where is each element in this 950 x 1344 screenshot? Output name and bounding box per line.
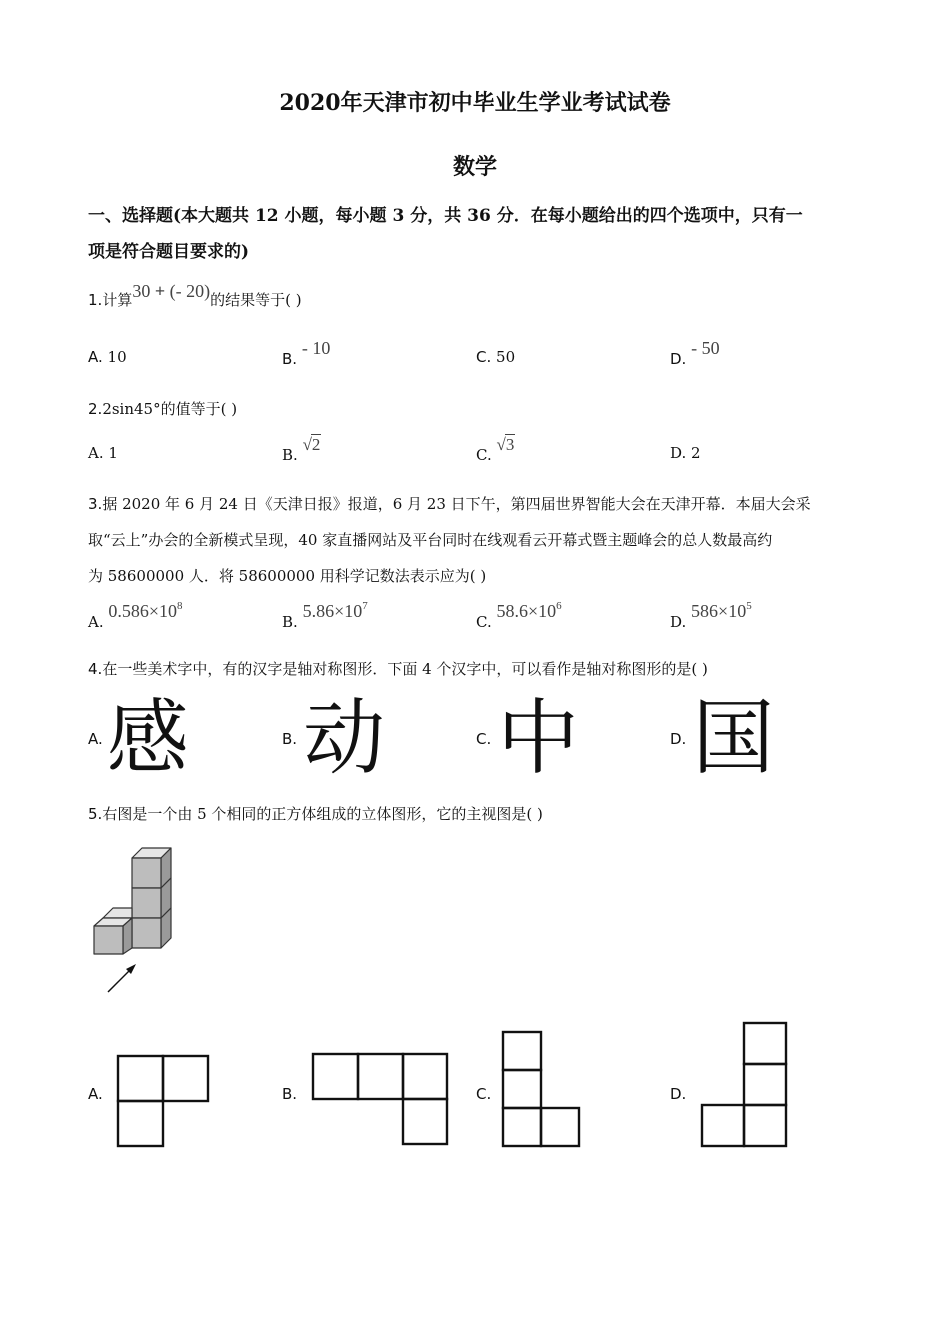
question-number: 2.: [88, 400, 103, 418]
option-label: D.: [670, 613, 687, 631]
option-label: D.: [670, 730, 687, 748]
sci-notation: [108, 601, 182, 621]
subject-title: 数学: [452, 154, 497, 180]
q3-option-d[interactable]: [670, 600, 752, 631]
question-text-line: 取“云上”办会的全新模式呈现，40 家直播网站及平台同时在线观看云开幕式暨主题峰会的总人数最高约: [88, 531, 773, 549]
mantissa: 0.586: [108, 601, 149, 621]
option-value: - 50: [691, 338, 720, 358]
sqrt-expression: √2: [302, 435, 321, 454]
q1-option-c[interactable]: [476, 348, 515, 366]
question-3: [88, 486, 868, 594]
question-text-line: 为 58600000 人．将 58600000 用科学记数法表示应为( ): [88, 567, 487, 585]
q5-option-d-figure[interactable]: [700, 1021, 788, 1149]
option-label: D.: [670, 1085, 687, 1103]
option-label: A.: [88, 730, 103, 748]
option-label: A.: [88, 348, 103, 366]
option-label: C.: [476, 730, 492, 748]
q3-option-b[interactable]: [282, 600, 368, 631]
q1-expr-b: (- 20): [169, 281, 211, 301]
option-value: 2: [691, 444, 701, 462]
option-value: - 10: [301, 338, 331, 358]
q4-option-d[interactable]: [670, 691, 775, 786]
q5-option-c-figure[interactable]: [501, 1030, 581, 1148]
option-label: B.: [282, 613, 298, 631]
option-label: D.: [670, 444, 687, 462]
q1-expr-op: +: [154, 281, 166, 301]
q4-option-a[interactable]: [88, 691, 189, 786]
option-character: 动: [303, 691, 386, 786]
sci-notation: [691, 601, 752, 621]
q3-option-c[interactable]: [476, 600, 562, 631]
view-direction-arrow-icon: [108, 964, 136, 992]
question-text: 的结果等于( ): [210, 291, 302, 309]
section-header: [88, 198, 868, 270]
cube-stack-figure: [86, 842, 186, 994]
option-character: 中: [497, 691, 580, 786]
question-text: 2sin45°的值等于( ): [102, 400, 238, 418]
q1-expr-a: 30: [132, 281, 151, 301]
sci-notation: [497, 601, 562, 621]
mantissa: 5.86: [302, 601, 335, 621]
q5-option-b[interactable]: [282, 1084, 297, 1103]
option-label: A.: [88, 444, 104, 462]
sqrt-expression: √3: [496, 435, 515, 454]
option-label: D.: [670, 350, 687, 368]
section-header-line2: 项是符合题目要求的): [88, 242, 250, 262]
question-2: [88, 392, 868, 426]
mantissa: 58.6: [496, 601, 528, 621]
q4-option-b[interactable]: [282, 691, 386, 786]
question-number: 3.: [88, 495, 103, 513]
q5-option-a[interactable]: [88, 1084, 103, 1103]
option-label: C.: [476, 446, 492, 464]
option-label: B.: [282, 1085, 298, 1103]
question-number: 1.: [88, 291, 103, 309]
option-value: 2: [311, 435, 321, 454]
q2-option-c[interactable]: [476, 434, 515, 464]
section-header-line1: 一、选择题(本大题共 12 小题，每小题 3 分，共 36 分．在每小题给出的四个选项中，只有一: [88, 206, 803, 226]
q5-option-a-figure[interactable]: [116, 1054, 210, 1148]
question-text: 在一些美术字中，有的汉字是轴对称图形．下面 4 个汉字中，可以看作是轴对称图形的是( ): [102, 660, 708, 678]
exponent: 5: [746, 600, 752, 612]
q2-option-a[interactable]: [88, 444, 118, 462]
option-label: A.: [88, 1085, 103, 1103]
question-text: 右图是一个由 5 个相同的正方体组成的立体图形，它的主视图是( ): [102, 805, 543, 823]
times-ten: ×10: [334, 601, 363, 621]
option-value: 50: [496, 348, 516, 366]
question-4: [88, 652, 868, 686]
q5-option-c[interactable]: [476, 1084, 491, 1103]
sci-notation: [303, 601, 368, 621]
exponent: 6: [556, 600, 562, 612]
q4-option-c[interactable]: [476, 691, 580, 786]
exam-title: 2020年天津市初中毕业生学业考试试卷: [279, 90, 671, 116]
question-text-line: 据 2020 年 6 月 24 日《天津日报》报道，6 月 23 日下午，第四届世界智能大会在天津开幕．本届大会采: [102, 495, 811, 513]
q2-option-b[interactable]: [282, 434, 321, 464]
option-value: 3: [505, 435, 515, 454]
q2-option-d[interactable]: [670, 444, 701, 462]
times-ten: ×10: [528, 601, 557, 621]
option-label: B.: [282, 446, 298, 464]
q1-option-d[interactable]: [670, 338, 720, 368]
q3-option-a[interactable]: [88, 600, 183, 631]
q1-option-a[interactable]: [88, 348, 127, 366]
option-label: C.: [476, 613, 492, 631]
times-ten: ×10: [148, 601, 178, 621]
option-value: 1: [108, 444, 118, 462]
option-value: 10: [107, 348, 127, 366]
q5-option-b-figure[interactable]: [311, 1052, 449, 1146]
option-label: A.: [88, 613, 104, 631]
question-1: [88, 282, 868, 317]
q5-option-d[interactable]: [670, 1084, 686, 1103]
exponent: 8: [177, 600, 183, 612]
exponent: 7: [362, 600, 368, 612]
question-5: [88, 797, 868, 831]
option-label: C.: [476, 1085, 492, 1103]
option-label: B.: [282, 350, 298, 368]
question-number: 5.: [88, 805, 103, 823]
option-character: 国: [692, 691, 775, 786]
option-label: C.: [476, 348, 492, 366]
option-character: 感: [106, 691, 189, 786]
q1-option-b[interactable]: [282, 338, 331, 368]
option-label: B.: [282, 730, 298, 748]
question-number: 4.: [88, 660, 103, 678]
question-text: 计算: [102, 291, 133, 309]
mantissa: 586: [691, 601, 719, 621]
times-ten: ×10: [718, 601, 747, 621]
q1-expression: [132, 281, 210, 301]
